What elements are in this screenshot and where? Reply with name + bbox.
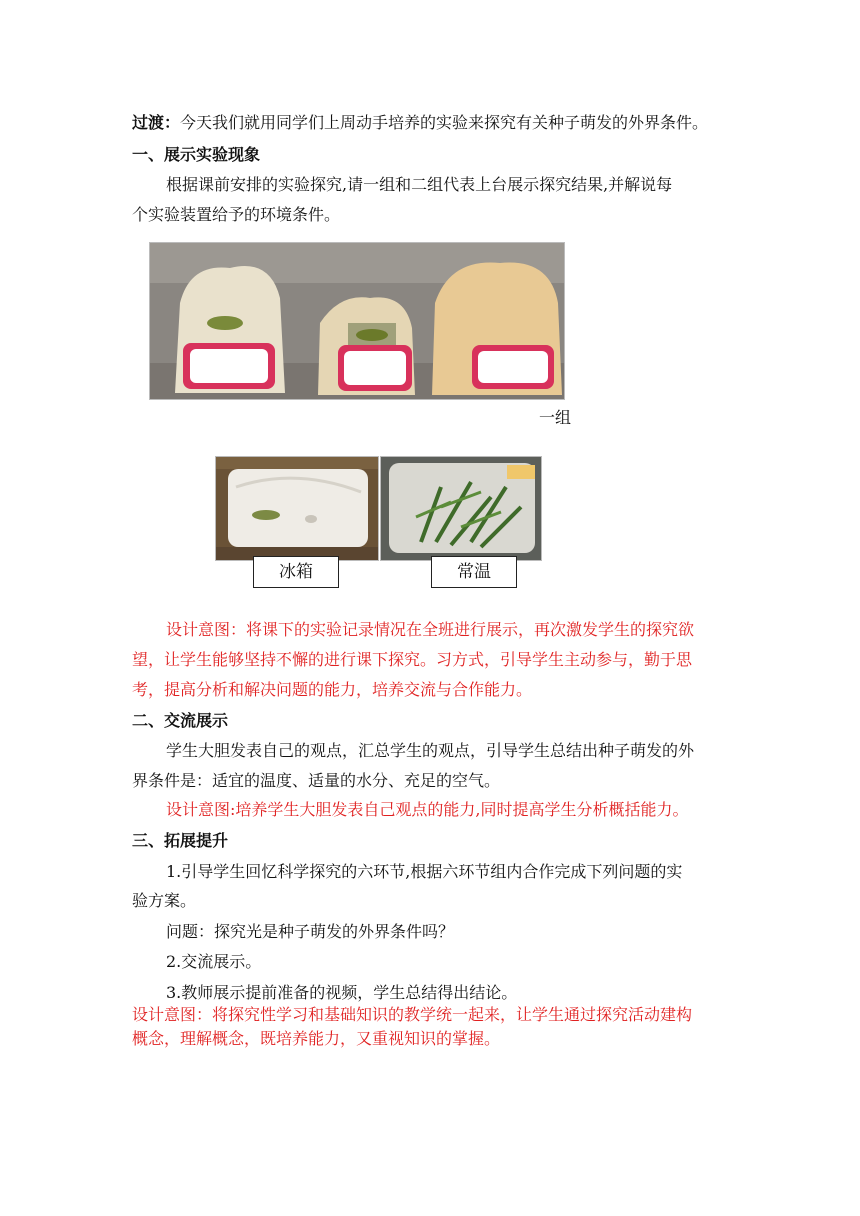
section3-design-line1: 设计意图：将探究性学习和基础知识的教学统一起来，让学生通过探究活动建构 <box>132 1005 693 1024</box>
section2-design: 设计意图:培养学生大胆发表自己观点的能力,同时提高学生分析概括能力。 <box>166 800 689 819</box>
fridge-experiment-photo <box>215 456 379 561</box>
section3-item1-line1: 1.引导学生回忆科学探究的六环节,根据六环节组内合作完成下列问题的实 <box>166 862 683 881</box>
section3-item3: 3.教师展示提前准备的视频，学生总结得出结论。 <box>166 983 518 1002</box>
section3-heading: 三、拓展提升 <box>132 831 229 850</box>
section1-design-line1: 设计意图：将课下的实验记录情况在全班进行展示，再次激发学生的探究欲 <box>166 620 695 639</box>
section3-question: 问题：探究光是种子萌发的外界条件吗？ <box>166 922 455 941</box>
fridge-label: 冰箱 <box>253 556 339 588</box>
section1-design-line2: 望，让学生能够坚持不懈的进行课下探究。习方式，引导学生主动参与，勤于思 <box>132 650 693 669</box>
room-temperature-experiment-photo <box>380 456 542 561</box>
group1-caption: 一组 <box>539 408 572 427</box>
room-temperature-label: 常温 <box>431 556 517 588</box>
section2-paragraph-line2: 界条件是：适宜的温度、适量的水分、充足的空气。 <box>132 771 501 790</box>
section3-item2: 2.交流展示。 <box>166 952 262 971</box>
transition-text: 今天我们就用同学们上周动手培养的实验来探究有关种子萌发的外界条件。 <box>180 113 709 132</box>
section1-design-line3: 考，提高分析和解决问题的能力，培养交流与合作能力。 <box>132 680 533 699</box>
transition-label: 过渡： <box>132 113 181 132</box>
section1-paragraph-line1: 根据课前安排的实验探究,请一组和二组代表上台展示探究结果,并解说每 <box>166 175 673 194</box>
section1-heading: 一、展示实验现象 <box>132 145 261 164</box>
section1-paragraph-line2: 个实验装置给予的环境条件。 <box>132 205 341 224</box>
section3-item1-line2: 验方案。 <box>132 891 197 910</box>
section2-paragraph-line1: 学生大胆发表自己的观点，汇总学生的观点，引导学生总结出种子萌发的外 <box>166 741 695 760</box>
section2-heading: 二、交流展示 <box>132 711 229 730</box>
group1-experiment-photo <box>149 242 565 400</box>
section3-design-line2: 概念，理解概念，既培养能力，又重视知识的掌握。 <box>132 1029 501 1048</box>
transition-line <box>132 112 708 134</box>
